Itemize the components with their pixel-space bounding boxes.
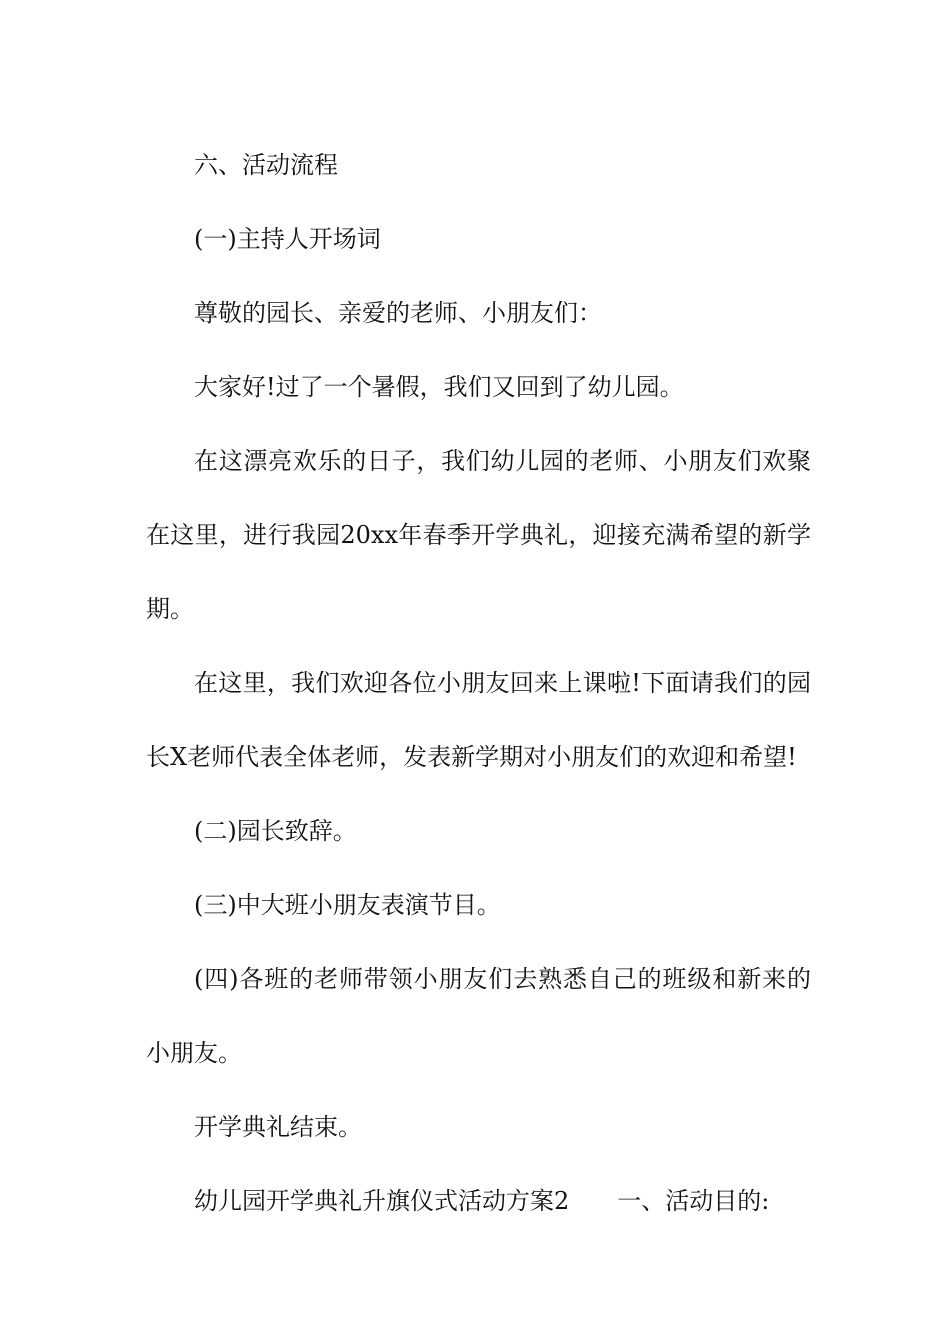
subheading-host-opening: (一)主持人开场词	[194, 225, 381, 253]
paragraph-greeting: 大家好!过了一个暑假，我们又回到了幼儿园。	[194, 373, 684, 401]
paragraph-ceremony-end: 开学典礼结束。	[194, 1113, 362, 1141]
paragraph-welcome: 在这里，我们欢迎各位小朋友回来上课啦!下面请我们的园长X老师代表全体老师，发表新学期对小朋友们的欢迎和希望!	[146, 669, 811, 771]
paragraph-performance: (三)中大班小朋友表演节目。	[194, 891, 501, 919]
paragraph-class-visit: (四)各班的老师带领小朋友们去熟悉自己的班级和新来的小朋友。	[146, 965, 811, 1067]
section-heading-activity-flow: 六、活动流程	[194, 151, 338, 179]
paragraph-principal-speech: (二)园长致辞。	[194, 817, 357, 845]
paragraph-gathering: 在这漂亮欢乐的日子，我们幼儿园的老师、小朋友们欢聚在这里，进行我园20xx年春季开学典礼，迎接充满希望的新学期。	[146, 447, 811, 623]
document-body	[146, 128, 811, 1238]
paragraph-salutation: 尊敬的园长、亲爱的老师、小朋友们：	[194, 299, 602, 327]
paragraph-plan-2-title: 幼儿园开学典礼升旗仪式活动方案2 一、活动目的:	[194, 1187, 770, 1215]
